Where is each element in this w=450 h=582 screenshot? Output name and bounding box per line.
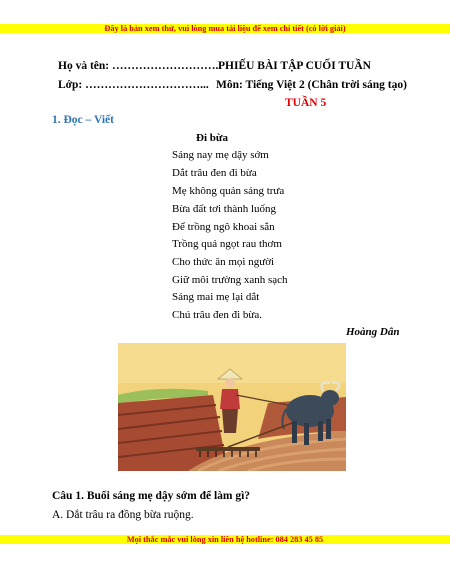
poem-line: Cho thức ăn mọi người	[172, 256, 275, 268]
hotline-banner	[0, 535, 450, 544]
question-1: Câu 1. Buổi sáng mẹ dậy sớm để làm gì?	[52, 490, 251, 502]
name-field-label: Họ và tên: ………………………..	[58, 60, 222, 72]
poem-line: Sáng nay mẹ dậy sớm	[172, 149, 269, 161]
poem-line: Bừa đất tơi thành luống	[172, 203, 277, 215]
poem-line: Sáng mai mẹ lại dắt	[172, 291, 260, 303]
poem-line: Dắt trâu đen đi bừa	[172, 167, 257, 179]
poem-author: Hoàng Dân	[346, 326, 400, 338]
preview-banner	[0, 24, 450, 33]
week-label: TUẦN 5	[285, 97, 327, 109]
poem-title: Đi bừa	[196, 132, 228, 144]
poem-line: Mẹ không quản sáng trưa	[172, 185, 285, 197]
class-field-label: Lớp: …………………………...	[58, 79, 209, 91]
poem-line: Chú trâu đen đi bừa.	[172, 309, 262, 321]
poem-line: Giữ môi trường xanh sạch	[172, 274, 288, 286]
section-heading: 1. Đọc – Viết	[52, 114, 114, 126]
worksheet-title: PHIẾU BÀI TẬP CUỐI TUẦN	[218, 60, 371, 72]
poem-line: Trồng quả ngọt rau thơm	[172, 238, 282, 250]
answer-option-a: A. Dắt trâu ra đồng bừa ruộng.	[52, 509, 194, 521]
preview-banner-text: Đây là bản xem thử, vui lòng mua tài liệu để xem chi tiết (có lời giải)	[104, 24, 346, 33]
subject-label: Môn: Tiếng Việt 2 (Chân trời sáng tạo)	[216, 79, 407, 91]
plowing-illustration	[118, 343, 346, 471]
hotline-banner-text: Mọi thắc mắc vui lòng xin liên hệ hotline: 084 283 45 85	[126, 535, 324, 544]
poem-line: Để trồng ngô khoai sắn	[172, 221, 275, 233]
